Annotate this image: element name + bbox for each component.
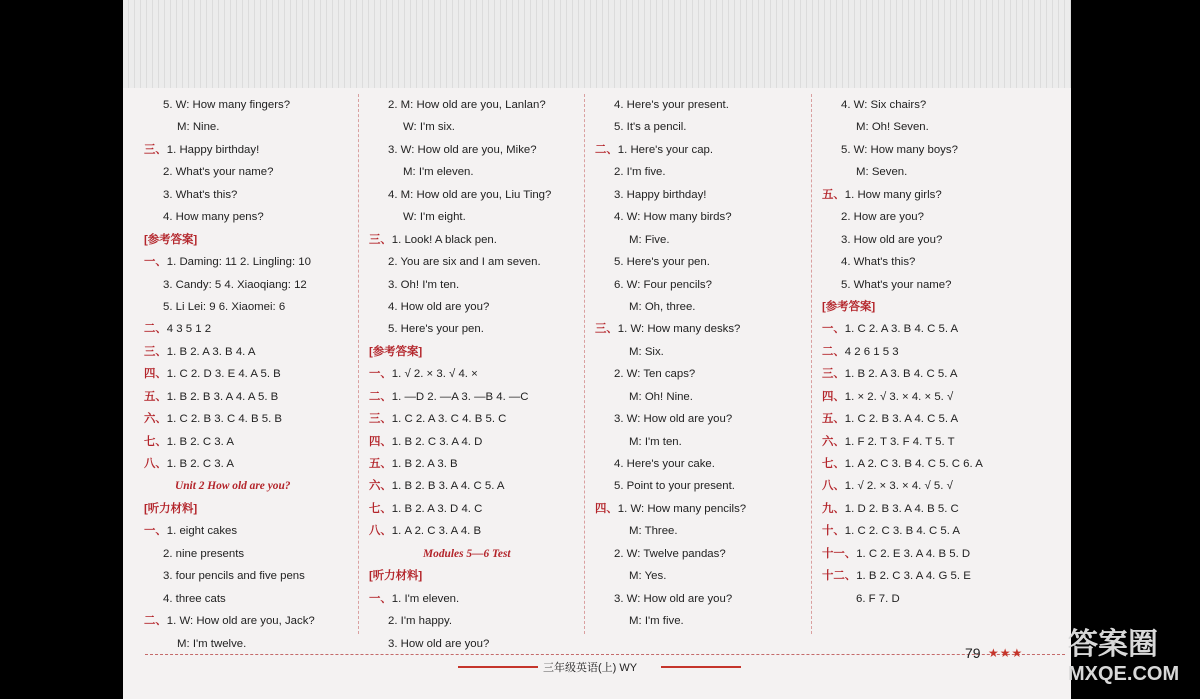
watermark-text: 答案圈 (1068, 627, 1158, 662)
answer-text: 1. Here's your cap. (617, 143, 714, 156)
section-number: 十、 (822, 525, 845, 538)
section-number: 九、 (822, 502, 845, 515)
answer-line: M: I'm twelve. (177, 637, 247, 650)
answer-line: 5. Here's your pen. (614, 256, 710, 269)
answer-line: 3. four pencils and five pens (163, 570, 305, 583)
answer-line: M: Five. (629, 233, 670, 246)
answer-text: 1. B 2. C 3. A 4. D (391, 435, 483, 448)
section-number: 二、 (144, 323, 167, 336)
answer-line: M: Three. (629, 525, 678, 538)
section-number: 一、 (822, 323, 845, 336)
answer-text: 1. B 2. C 3. A (166, 435, 234, 448)
answer-text: 1. —D 2. —A 3. —B 4. —C (391, 390, 529, 403)
answer-text: 4 3 5 1 2 (166, 323, 212, 336)
section-number: 七、 (822, 458, 845, 470)
answer-line (123, 475, 983, 497)
section-number: 三、 (369, 233, 392, 246)
answer-text: 1. A 2. C 3. B 4. C 5. C 6. A (844, 458, 983, 470)
answer-line: 2. What's your name? (163, 166, 274, 179)
section-number: 十一、 (822, 547, 857, 560)
answer-line: 5. W: How many boys? (841, 143, 958, 156)
answer-text: 1. √ 2. × 3. √ 4. × (391, 368, 478, 381)
section-number: 八、 (144, 458, 167, 470)
footer-accent-right (661, 666, 741, 668)
section-number: 三、 (595, 323, 618, 336)
section-number: 八、 (822, 480, 845, 493)
section-number: 七、 (369, 502, 392, 515)
answer-line (123, 386, 983, 408)
answer-line: W: I'm eight. (403, 211, 466, 224)
answer-line: [参考答案] (369, 345, 423, 358)
section-number: 六、 (144, 413, 167, 426)
answer-text: 1. C 2. E 3. A 4. B 5. D (856, 547, 971, 560)
section-number: 二、 (822, 345, 845, 358)
answer-line: 2. You are six and I am seven. (388, 256, 541, 269)
answer-line: 3. What's this? (163, 188, 238, 201)
answer-line: [参考答案] (144, 233, 198, 246)
footer-accent-left (458, 666, 538, 668)
answer-line: M: Oh! Seven. (856, 121, 929, 134)
answer-line: 6. W: Four pencils? (614, 278, 712, 291)
answer-line: Modules 5—6 Test (423, 547, 511, 560)
section-number: 三、 (369, 413, 392, 426)
answer-line: 3. W: How old are you, Mike? (388, 143, 537, 156)
section-number: 一、 (369, 592, 392, 605)
answer-text: 1. A 2. C 3. A 4. B (391, 525, 482, 538)
answer-text: 4 2 6 1 5 3 (844, 345, 899, 358)
answer-line: 4. W: Six chairs? (841, 99, 927, 111)
answer-text: 1. B 2. B 3. A 4. C 5. A (391, 480, 505, 493)
answer-line (123, 453, 983, 475)
section-number: 一、 (144, 256, 167, 269)
section-number: 五、 (822, 413, 845, 426)
answer-line: M: Seven. (856, 166, 908, 179)
answer-line: 4. How many pens? (163, 211, 264, 224)
section-number: 三、 (144, 345, 167, 358)
answer-text: 1. C 2. B 3. A 4. C 5. A (844, 413, 959, 426)
section-number: 二、 (369, 390, 392, 403)
answer-text: 1. C 2. C 3. B 4. C 5. A (844, 525, 961, 538)
answer-line: 3. W: How old are you? (614, 592, 733, 605)
answer-line: M: I'm five. (629, 615, 684, 628)
answer-text: 1. Look! A black pen. (391, 233, 497, 246)
answer-line (123, 543, 983, 565)
answer-text: 1. Happy birthday! (166, 143, 260, 156)
answer-line: 5. What's your name? (841, 278, 952, 291)
answer-line: 4. How old are you? (388, 300, 490, 313)
answer-text: 1. C 2. A 3. C 4. B 5. C (391, 413, 507, 426)
answer-text: 1. B 2. C 3. A 4. G 5. E (856, 570, 971, 583)
answer-page (123, 0, 1071, 699)
answer-line: 3. How old are you? (841, 233, 943, 246)
answer-line: 4. W: How many birds? (614, 211, 732, 224)
section-number: 二、 (595, 143, 618, 156)
difficulty-stars: ★★★ (988, 646, 1024, 660)
answer-text: 1. B 2. A 3. D 4. C (391, 502, 483, 515)
answer-text: 1. W: How old are you, Jack? (166, 615, 315, 628)
page-number: 79 (965, 645, 981, 661)
answer-line: 4. three cats (163, 592, 226, 605)
section-number: 三、 (822, 368, 845, 381)
answer-line: 5. Li Lei: 9 6. Xiaomei: 6 (163, 300, 286, 313)
column-4 (123, 94, 983, 610)
answer-line: 2. W: Twelve pandas? (614, 547, 726, 560)
answer-line: M: Oh, three. (629, 300, 696, 313)
answer-line: [参考答案] (822, 300, 876, 313)
answer-line: 2. I'm happy. (388, 615, 453, 628)
section-number: 一、 (369, 368, 392, 381)
section-number: 七、 (144, 435, 167, 448)
answer-text: 1. B 2. A 3. B (391, 458, 458, 470)
answer-line: 4. M: How old are you, Liu Ting? (388, 188, 552, 201)
answer-line: M: Oh! Nine. (629, 390, 693, 403)
answer-line (123, 341, 983, 363)
answer-line: W: I'm six. (403, 121, 455, 134)
answer-text: 1. B 2. B 3. A 4. A 5. B (166, 390, 279, 403)
answer-line: [听力材料] (369, 570, 423, 583)
answer-line (123, 520, 983, 542)
answer-line: M: I'm ten. (629, 435, 682, 448)
answer-line: 2. How are you? (841, 211, 924, 224)
section-number: 四、 (595, 502, 618, 515)
answer-line: M: Nine. (177, 121, 220, 134)
answer-text: 1. eight cakes (166, 525, 238, 538)
answer-text: 1. C 2. A 3. B 4. C 5. A (844, 323, 959, 336)
watermark-logo (1068, 628, 1198, 698)
answer-line (123, 184, 983, 206)
answer-line (123, 408, 983, 430)
section-number: 一、 (144, 525, 167, 538)
section-number: 四、 (144, 368, 167, 381)
section-number: 五、 (822, 188, 845, 201)
answer-text: 1. W: How many pencils? (617, 502, 747, 515)
answer-line: 5. W: How many fingers? (163, 99, 291, 111)
answer-line: 4. What's this? (841, 256, 916, 269)
footer-dashed-line (145, 654, 1065, 655)
answer-line (123, 498, 983, 520)
answer-text: 1. How many girls? (844, 188, 942, 201)
answer-line: 3. Oh! I'm ten. (388, 278, 460, 291)
answer-line: [听力材料] (144, 502, 198, 515)
answer-line (123, 363, 983, 385)
section-number: 五、 (369, 458, 392, 470)
answer-text: 1. B 2. C 3. A (166, 458, 234, 470)
answer-line (123, 318, 983, 340)
watermark-url: MXQE.COM (1068, 663, 1180, 685)
answer-text: 1. × 2. √ 3. × 4. × 5. √ (844, 390, 954, 403)
answer-line: 2. W: Ten caps? (614, 368, 696, 381)
answer-text: 1. Daming: 11 2. Lingling: 10 (166, 256, 311, 269)
section-number: 四、 (822, 390, 845, 403)
answer-line: 5. Point to your present. (614, 480, 735, 493)
section-number: 十二、 (822, 570, 857, 583)
answer-text: 1. B 2. A 3. B 4. C 5. A (844, 368, 958, 381)
answer-line: 5. It's a pencil. (614, 121, 687, 134)
section-number: 八、 (369, 525, 392, 538)
answer-line: 3. Candy: 5 4. Xiaoqiang: 12 (163, 278, 307, 291)
answer-line: 3. W: How old are you? (614, 413, 733, 426)
answer-line: 5. Here's your pen. (388, 323, 484, 336)
section-number: 三、 (144, 143, 167, 156)
answer-line: 4. Here's your cake. (614, 458, 715, 470)
section-number: 四、 (369, 435, 392, 448)
answer-line: M: Yes. (629, 570, 667, 583)
page-top-margin (123, 0, 1071, 88)
answer-line: M: Six. (629, 345, 664, 358)
answer-line: 3. Happy birthday! (614, 188, 707, 201)
section-number: 六、 (369, 480, 392, 493)
answer-text: 1. W: How many desks? (617, 323, 741, 336)
answer-text: 1. √ 2. × 3. × 4. √ 5. √ (844, 480, 953, 493)
answer-text: 1. I'm eleven. (391, 592, 460, 605)
answer-line: 3. How old are you? (388, 637, 490, 650)
answer-line: 4. Here's your present. (614, 99, 729, 111)
answer-line: Unit 2 How old are you? (175, 480, 291, 493)
answer-line: 6. F 7. D (856, 592, 900, 605)
book-title: 三年级英语(上) WY (543, 662, 638, 674)
answer-line (123, 565, 983, 587)
answer-line: 2. M: How old are you, Lanlan? (388, 99, 546, 111)
section-number: 六、 (822, 435, 845, 448)
answer-text: 1. B 2. A 3. B 4. A (166, 345, 256, 358)
answer-text: 1. F 2. T 3. F 4. T 5. T (844, 435, 955, 448)
answer-text: 1. C 2. D 3. E 4. A 5. B (166, 368, 281, 381)
answer-line (123, 431, 983, 453)
answer-line: 2. I'm five. (614, 166, 666, 179)
answer-text: 1. C 2. B 3. C 4. B 5. B (166, 413, 283, 426)
answer-line: 2. nine presents (163, 547, 245, 560)
answer-line: M: I'm eleven. (403, 166, 474, 179)
answer-text: 1. D 2. B 3. A 4. B 5. C (844, 502, 959, 515)
section-number: 五、 (144, 390, 167, 403)
section-number: 二、 (144, 615, 167, 628)
